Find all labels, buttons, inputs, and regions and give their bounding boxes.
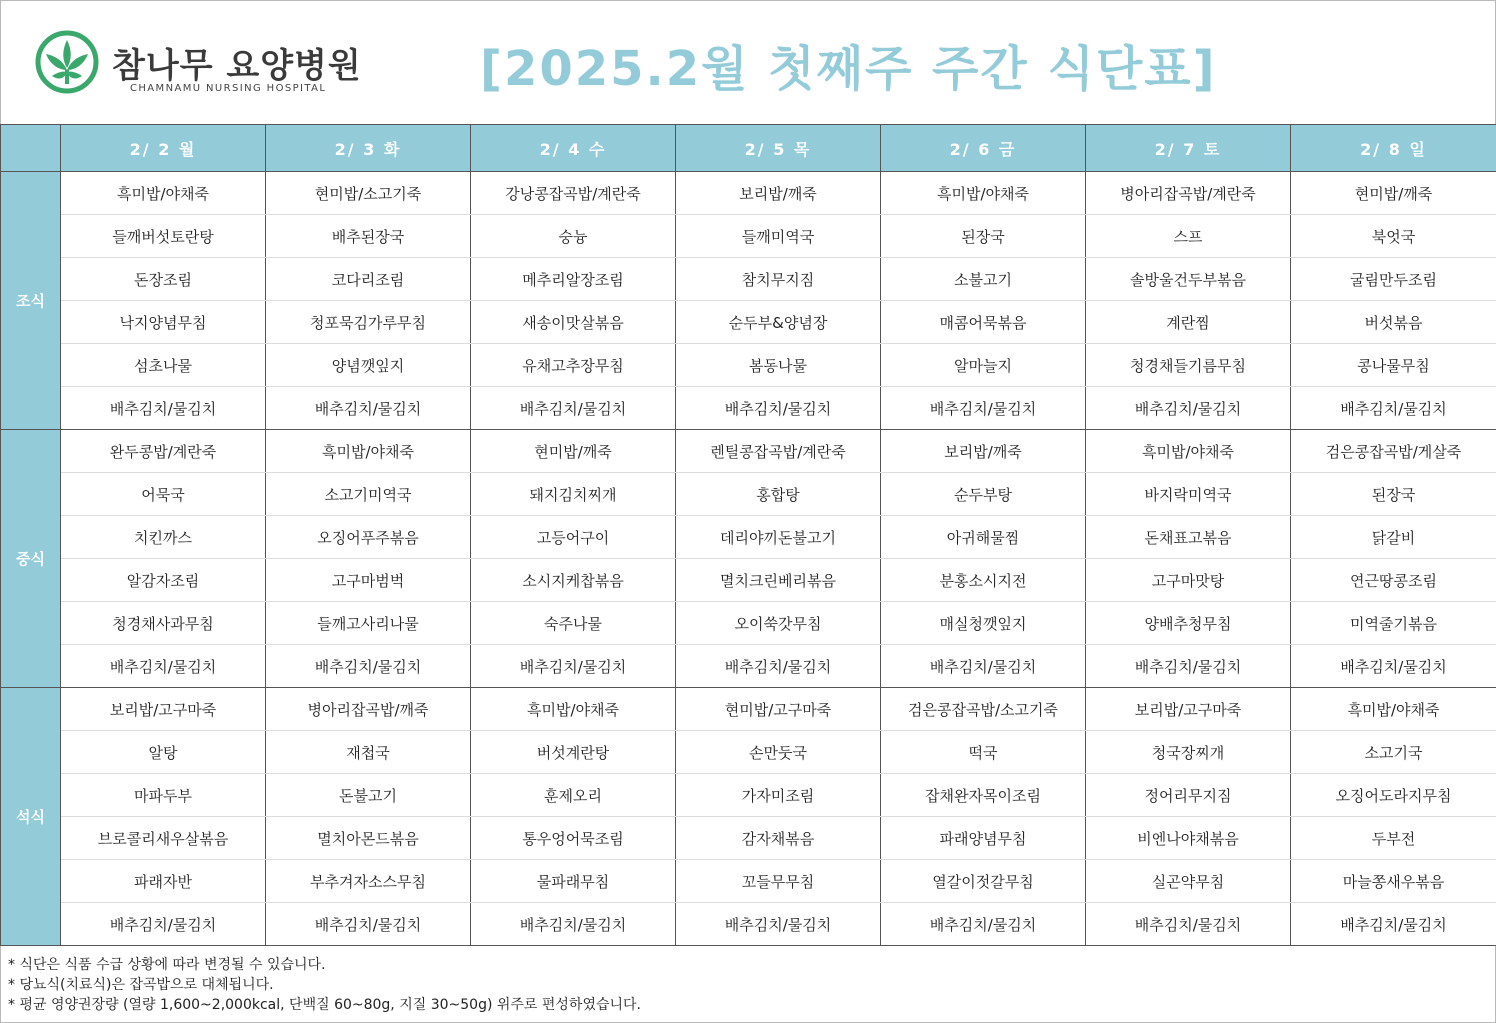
table-row [1,344,1496,387]
footnote: * 당뇨식(치료식)은 잡곡밥으로 대체됩니다. [8,977,274,993]
menu-cell: 재첩국 [266,731,471,774]
menu-cell: 배추김치/물김치 [676,387,881,430]
menu-cell: 두부전 [1291,817,1496,860]
hospital-subtitle: CHAMNAMU NURSING HOSPITAL [130,83,327,94]
footnotes [8,955,641,1015]
day-header: 2/ 8 일 [1291,125,1496,172]
menu-cell: 들깨버섯토란탕 [61,215,266,258]
menu-cell: 아귀해물찜 [881,516,1086,559]
table-row [1,774,1496,817]
menu-cell: 분홍소시지전 [881,559,1086,602]
menu-cell: 들깨고사리나물 [266,602,471,645]
menu-cell: 보리밥/깨죽 [676,172,881,215]
table-row [1,215,1496,258]
menu-cell: 배추김치/물김치 [61,645,266,688]
table-row [1,731,1496,774]
menu-cell: 청경채사과무침 [61,602,266,645]
menu-cell: 떡국 [881,731,1086,774]
menu-cell: 검은콩잡곡밥/소고기죽 [881,688,1086,731]
menu-cell: 현미밥/고구마죽 [676,688,881,731]
day-header: 2/ 4 수 [471,125,676,172]
menu-cell: 봄동나물 [676,344,881,387]
menu-cell: 소시지케찹볶음 [471,559,676,602]
menu-cell: 배추된장국 [266,215,471,258]
menu-cell: 마파두부 [61,774,266,817]
menu-cell: 스프 [1086,215,1291,258]
menu-cell: 현미밥/소고기죽 [266,172,471,215]
menu-cell: 물파래무침 [471,860,676,903]
menu-cell: 흑미밥/야채죽 [1291,688,1496,731]
menu-cell: 치킨까스 [61,516,266,559]
menu-cell: 배추김치/물김치 [1086,645,1291,688]
menu-cell: 배추김치/물김치 [1291,903,1496,946]
menu-cell: 솔방울건두부볶음 [1086,258,1291,301]
menu-cell: 새송이맛살볶음 [471,301,676,344]
table-row [1,860,1496,903]
menu-cell: 연근땅콩조림 [1291,559,1496,602]
menu-cell: 손만둣국 [676,731,881,774]
menu-cell: 열갈이젓갈무침 [881,860,1086,903]
menu-body [1,172,1496,946]
meal-label: 중식 [1,430,61,688]
menu-cell: 양배추청무침 [1086,602,1291,645]
menu-cell: 들깨미역국 [676,215,881,258]
menu-cell: 소불고기 [881,258,1086,301]
menu-cell: 계란찜 [1086,301,1291,344]
table-row [1,473,1496,516]
menu-cell: 배추김치/물김치 [1086,387,1291,430]
table-row [1,817,1496,860]
menu-cell: 강낭콩잡곡밥/계란죽 [471,172,676,215]
menu-cell: 돈장조림 [61,258,266,301]
menu-cell: 배추김치/물김치 [1086,903,1291,946]
menu-cell: 감자채볶음 [676,817,881,860]
menu-cell: 돼지김치찌개 [471,473,676,516]
table-row [1,258,1496,301]
menu-cell: 배추김치/물김치 [61,387,266,430]
footnote: * 식단은 식품 수급 상황에 따라 변경될 수 있습니다. [8,957,326,973]
menu-cell: 돈불고기 [266,774,471,817]
menu-cell: 배추김치/물김치 [1291,645,1496,688]
menu-cell: 돈채표고볶음 [1086,516,1291,559]
table-row [1,430,1496,473]
menu-cell: 오이쑥갓무침 [676,602,881,645]
menu-cell: 청국장찌개 [1086,731,1291,774]
day-header-row [1,125,1496,172]
menu-cell: 숭늉 [471,215,676,258]
menu-cell: 병아리잡곡밥/깨죽 [266,688,471,731]
menu-cell: 된장국 [881,215,1086,258]
menu-cell: 섬초나물 [61,344,266,387]
menu-cell: 파래자반 [61,860,266,903]
menu-cell: 현미밥/깨죽 [471,430,676,473]
menu-cell: 배추김치/물김치 [1291,387,1496,430]
table-row [1,559,1496,602]
table-row [1,387,1496,430]
menu-cell: 데리야끼돈불고기 [676,516,881,559]
menu-cell: 멸치아몬드볶음 [266,817,471,860]
menu-cell: 검은콩잡곡밥/게살죽 [1291,430,1496,473]
menu-cell: 보리밥/고구마죽 [1086,688,1291,731]
menu-cell: 파래양념무침 [881,817,1086,860]
table-row [1,301,1496,344]
menu-cell: 참치무지짐 [676,258,881,301]
menu-cell: 바지락미역국 [1086,473,1291,516]
menu-cell: 가자미조림 [676,774,881,817]
menu-cell: 청포묵김가루무침 [266,301,471,344]
menu-cell: 흑미밥/야채죽 [61,172,266,215]
menu-cell: 미역줄기볶음 [1291,602,1496,645]
menu-cell: 보리밥/깨죽 [881,430,1086,473]
table-row [1,688,1496,731]
corner-cell [1,125,61,172]
hospital-logo-icon [32,30,102,94]
menu-cell: 알탕 [61,731,266,774]
menu-cell: 보리밥/고구마죽 [61,688,266,731]
weekly-menu-table [0,124,1496,946]
day-header: 2/ 7 토 [1086,125,1291,172]
menu-cell: 버섯계란탕 [471,731,676,774]
menu-cell: 콩나물무침 [1291,344,1496,387]
menu-cell: 배추김치/물김치 [266,387,471,430]
menu-cell: 유채고추장무침 [471,344,676,387]
menu-cell: 된장국 [1291,473,1496,516]
menu-cell: 부추겨자소스무침 [266,860,471,903]
menu-cell: 닭갈비 [1291,516,1496,559]
menu-cell: 순두부탕 [881,473,1086,516]
menu-cell: 고구마맛탕 [1086,559,1291,602]
table-row [1,172,1496,215]
menu-cell: 완두콩밥/계란죽 [61,430,266,473]
menu-cell: 메추리알장조림 [471,258,676,301]
menu-cell: 굴림만두조림 [1291,258,1496,301]
menu-cell: 병아리잡곡밥/계란죽 [1086,172,1291,215]
menu-cell: 배추김치/물김치 [61,903,266,946]
menu-cell: 코다리조림 [266,258,471,301]
menu-cell: 고구마범벅 [266,559,471,602]
table-row [1,645,1496,688]
meal-label: 석식 [1,688,61,946]
menu-cell: 순두부&양념장 [676,301,881,344]
menu-cell: 실곤약무침 [1086,860,1291,903]
menu-cell: 어묵국 [61,473,266,516]
menu-cell: 통우엉어묵조림 [471,817,676,860]
menu-cell: 알감자조림 [61,559,266,602]
menu-cell: 배추김치/물김치 [266,903,471,946]
menu-cell: 멸치크린베리볶음 [676,559,881,602]
menu-cell: 매실청깻잎지 [881,602,1086,645]
footnote: * 평균 영양권장량 (열량 1,600~2,000kcal, 단백질 60~80g, 지질 30~50g) 위주로 편성하였습니다. [8,997,642,1013]
menu-cell: 오징어도라지무침 [1291,774,1496,817]
menu-cell: 배추김치/물김치 [881,645,1086,688]
day-header: 2/ 5 목 [676,125,881,172]
table-row [1,516,1496,559]
table-row [1,903,1496,946]
meal-label: 조식 [1,172,61,430]
menu-cell: 흑미밥/야채죽 [881,172,1086,215]
table-row [1,602,1496,645]
menu-cell: 꼬들무무침 [676,860,881,903]
menu-cell: 버섯볶음 [1291,301,1496,344]
menu-cell: 현미밥/깨죽 [1291,172,1496,215]
menu-cell: 배추김치/물김치 [676,903,881,946]
day-header: 2/ 2 월 [61,125,266,172]
menu-cell: 잡채완자목이조림 [881,774,1086,817]
menu-cell: 양념깻잎지 [266,344,471,387]
menu-cell: 북엇국 [1291,215,1496,258]
day-header: 2/ 6 금 [881,125,1086,172]
menu-cell: 고등어구이 [471,516,676,559]
menu-cell: 소고기미역국 [266,473,471,516]
menu-cell: 정어리무지짐 [1086,774,1291,817]
menu-cell: 소고기국 [1291,731,1496,774]
menu-cell: 배추김치/물김치 [676,645,881,688]
day-header: 2/ 3 화 [266,125,471,172]
menu-cell: 배추김치/물김치 [266,645,471,688]
menu-cell: 홍합탕 [676,473,881,516]
menu-cell: 낙지양념무침 [61,301,266,344]
menu-cell: 청경채들기름무침 [1086,344,1291,387]
menu-cell: 마늘쫑새우볶음 [1291,860,1496,903]
menu-cell: 렌틸콩잡곡밥/계란죽 [676,430,881,473]
menu-cell: 흑미밥/야채죽 [1086,430,1291,473]
menu-cell: 알마늘지 [881,344,1086,387]
menu-cell: 흑미밥/야채죽 [266,430,471,473]
menu-cell: 배추김치/물김치 [471,387,676,430]
menu-cell: 숙주나물 [471,602,676,645]
menu-cell: 배추김치/물김치 [881,903,1086,946]
menu-cell: 브로콜리새우살볶음 [61,817,266,860]
page-title: [2025.2월 첫째주 주간 식단표] [480,41,1217,97]
hospital-name: 참나무 요양병원 [112,46,362,86]
menu-cell: 배추김치/물김치 [881,387,1086,430]
page-header [0,0,1496,122]
menu-cell: 오징어푸주볶음 [266,516,471,559]
menu-cell: 훈제오리 [471,774,676,817]
menu-cell: 배추김치/물김치 [471,903,676,946]
menu-cell: 배추김치/물김치 [471,645,676,688]
menu-cell: 비엔나야채볶음 [1086,817,1291,860]
menu-cell: 흑미밥/야채죽 [471,688,676,731]
menu-cell: 매콤어묵볶음 [881,301,1086,344]
